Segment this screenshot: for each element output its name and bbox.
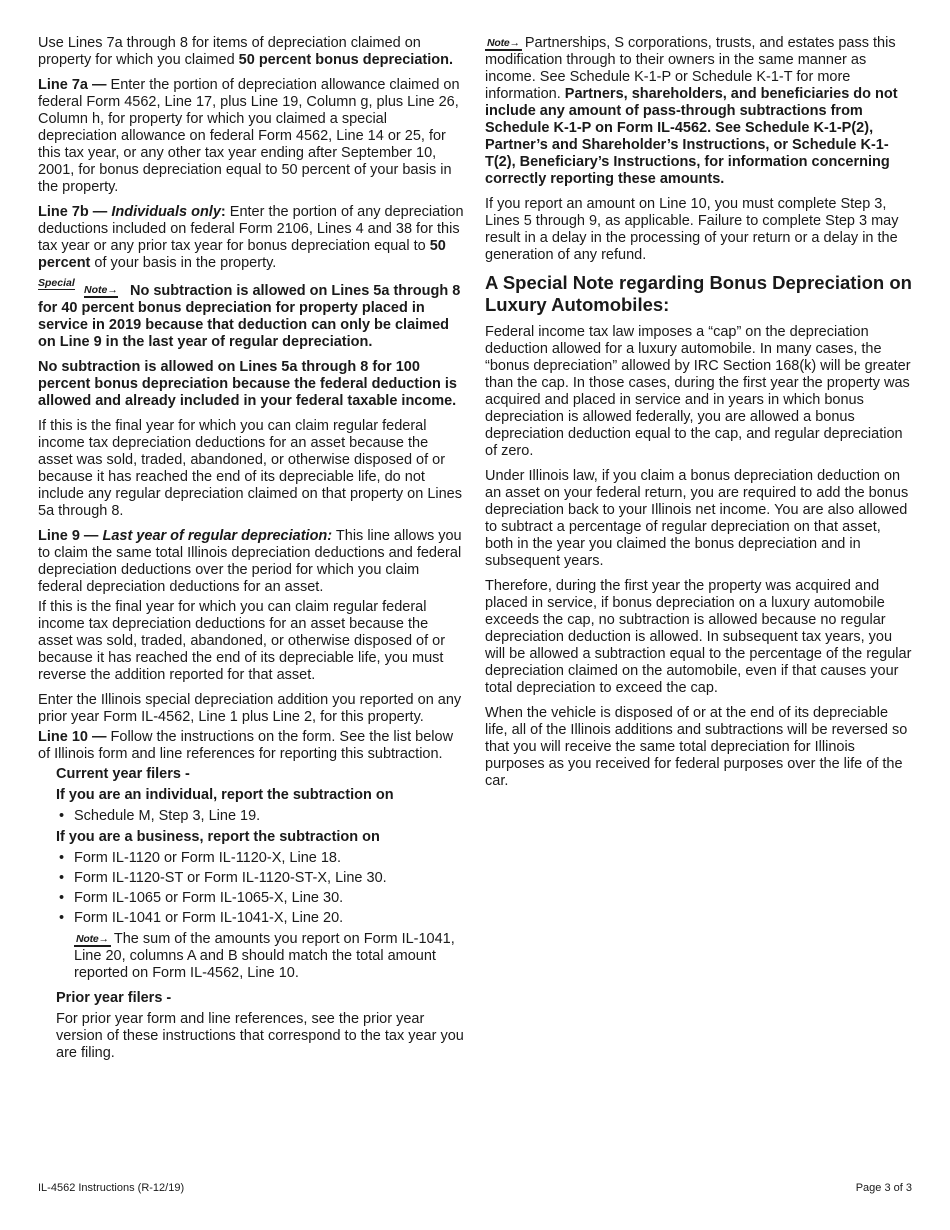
- prior-year-paragraph: For prior year form and line references, see the prior year version of these instructions that correspond to the tax year you are filing.: [56, 1011, 464, 1061]
- line-9-paragraph: Line 9 — Last year of regular depreciation: This line allows you to claim the same total Illinois depreciation deductions and federal depreciation deductions over the period for which you claim federal depreciation deductions for an asset.: [38, 528, 462, 595]
- illinois-law-paragraph: Under Illinois law, if you claim a bonus depreciation deduction on an asset on your federal return, you are required to add the bonus depreciation back to your Illinois net income. You are also allowed to subtract a percentage of regular depreciation on that asset, both in the year you claimed the bonus depreciation and in subsequent years.: [485, 468, 909, 569]
- individual-list: [56, 808, 464, 825]
- business-list: [56, 850, 464, 927]
- note-icon: Note→: [487, 37, 520, 49]
- line-7a-paragraph: Line 7a — Enter the portion of depreciation allowance claimed on federal Form 4562, Line 17, plus Line 19, Column g, plus Line 26, Column h, for property for which you claimed a special depreciation allowance on federal Form 4562, Line 14 or 25, for this tax year, or any other tax year ending after September 10, 2001, for bonus depreciation equal to 50 percent of your basis in the property.: [38, 77, 460, 195]
- luxury-automobiles-heading: A Special Note regarding Bonus Depreciation on Luxury Automobiles:: [485, 272, 912, 315]
- list-item: • Form IL-1120-ST or Form IL-1120-ST-X, Line 30.: [56, 870, 464, 887]
- pass-through-note-paragraph: Note→ Partnerships, S corporations, trusts, and estates pass this modification through to their owners in the same manner as income. See Schedule K-1-P or Schedule K-1-T for more information. Partners, shareholders, and beneficiaries do not include any amount of pass-through subtractions from Schedule K-1-P on Form IL-4562. See Schedule K-1-P(2), Partner’s and Shareholder’s Instructions, or Schedule K-1-T(2), Beneficiary’s Instructions, for information concerning correctly reporting these amounts.: [485, 35, 898, 187]
- footer-form-id: IL-4562 Instructions (R-12/19): [38, 1182, 185, 1194]
- footer-page-number: Page 3 of 3: [855, 1182, 912, 1194]
- list-item: • Form IL-1120 or Form IL-1120-X, Line 18.: [56, 850, 464, 867]
- individual-heading: If you are an individual, report the subtraction on: [56, 787, 394, 803]
- right-column: [485, 35, 913, 798]
- list-item: • Form IL-1041 or Form IL-1041-X, Line 20.: [56, 910, 464, 927]
- final-year-paragraph-2: If this is the final year for which you can claim regular federal income tax depreciation deductions for an asset because the asset was sold, traded, abandoned, or otherwise disposed of or because it has reached the end of its depreciable life, you must reverse the addition reported for that asset.: [38, 599, 446, 683]
- line-10-paragraph: Line 10 — Follow the instructions on the form. See the list below of Illinois form and line references for reporting this subtraction.: [38, 729, 454, 762]
- left-column: [38, 35, 464, 1066]
- first-year-paragraph: Therefore, during the first year the property was acquired and placed in service, if bonus depreciation on a luxury automobile exceeds the cap, no subtraction is allowed because no regular depreciation deduction is allowed. In subsequent tax years, you will be allowed a subtraction equal to the percentage of the regular depreciation claimed on the automobile, even if that causes your total depreciation to exceed the cap.: [485, 578, 912, 696]
- intro-paragraph: Use Lines 7a through 8 for items of depreciation claimed on property for which you claimed 50 percent bonus depreciation.: [38, 35, 453, 68]
- list-item: • Schedule M, Step 3, Line 19.: [56, 808, 464, 825]
- prior-year-filers-heading: Prior year filers -: [56, 990, 172, 1006]
- no-subtraction-100-paragraph: No subtraction is allowed on Lines 5a through 8 for 100 percent bonus depreciation because the federal deduction is allowed and already included in your federal taxable income.: [38, 359, 457, 409]
- cap-paragraph: Federal income tax law imposes a “cap” on the depreciation deduction allowed for a luxury automobile. In many cases, the “bonus depreciation” allowed by IRC Section 168(k) will be greater than the cap. In those cases, during the first year the property was acquired and placed in service and in years in which bonus depreciation is allowed federally, you are allowed a bonus depreciation deduction equal to the cap, and regular depreciation of zero.: [485, 324, 911, 459]
- sum-note-paragraph: Note→ The sum of the amounts you report on Form IL-1041, Line 20, columns A and B should match the total amount reported on Form IL-4562, Line 10.: [74, 931, 455, 981]
- final-year-paragraph-1: If this is the final year for which you can claim regular federal income tax depreciation deductions for an asset because the asset was sold, traded, abandoned, or otherwise disposed of or because it has reached the end of its depreciable life, do not include any regular depreciation claimed on that property on Lines 5a through 8.: [38, 418, 462, 519]
- current-year-filers-heading: Current year filers -: [56, 766, 190, 782]
- business-heading: If you are a business, report the subtraction on: [56, 829, 380, 845]
- special-note-icon: Special Note→: [38, 277, 118, 296]
- list-item: • Form IL-1065 or Form IL-1065-X, Line 30.: [56, 890, 464, 907]
- enter-addition-paragraph: Enter the Illinois special depreciation addition you reported on any prior year Form IL-4562, Line 1 plus Line 2, for this property.: [38, 692, 462, 725]
- disposal-paragraph: When the vehicle is disposed of or at the end of its depreciable life, all of the Illinois additions and subtractions will be reversed so that you will receive the same total depreciation for Illinois purposes as you received for federal purposes over the life of the car.: [485, 705, 908, 789]
- special-note-paragraph: Special Note→ No subtraction is allowed on Lines 5a through 8 for 40 percent bonus depreciation for property placed in service in 2019 because that deduction can only be claimed on Line 9 in the last year of regular depreciation.: [38, 277, 461, 350]
- step-3-paragraph: If you report an amount on Line 10, you must complete Step 3, Lines 5 through 9, as applicable. Failure to complete Step 3 may result in a delay in the processing of your return or a delay in the generation of any refund.: [485, 196, 899, 263]
- line-7b-paragraph: Line 7b — Individuals only: Enter the portion of any depreciation deductions included on federal Form 2106, Lines 4 and 38 for this tax year or any prior tax year for bonus depreciation equal to 50 percent of your basis in the property.: [38, 204, 464, 271]
- note-icon: Note→: [76, 933, 109, 945]
